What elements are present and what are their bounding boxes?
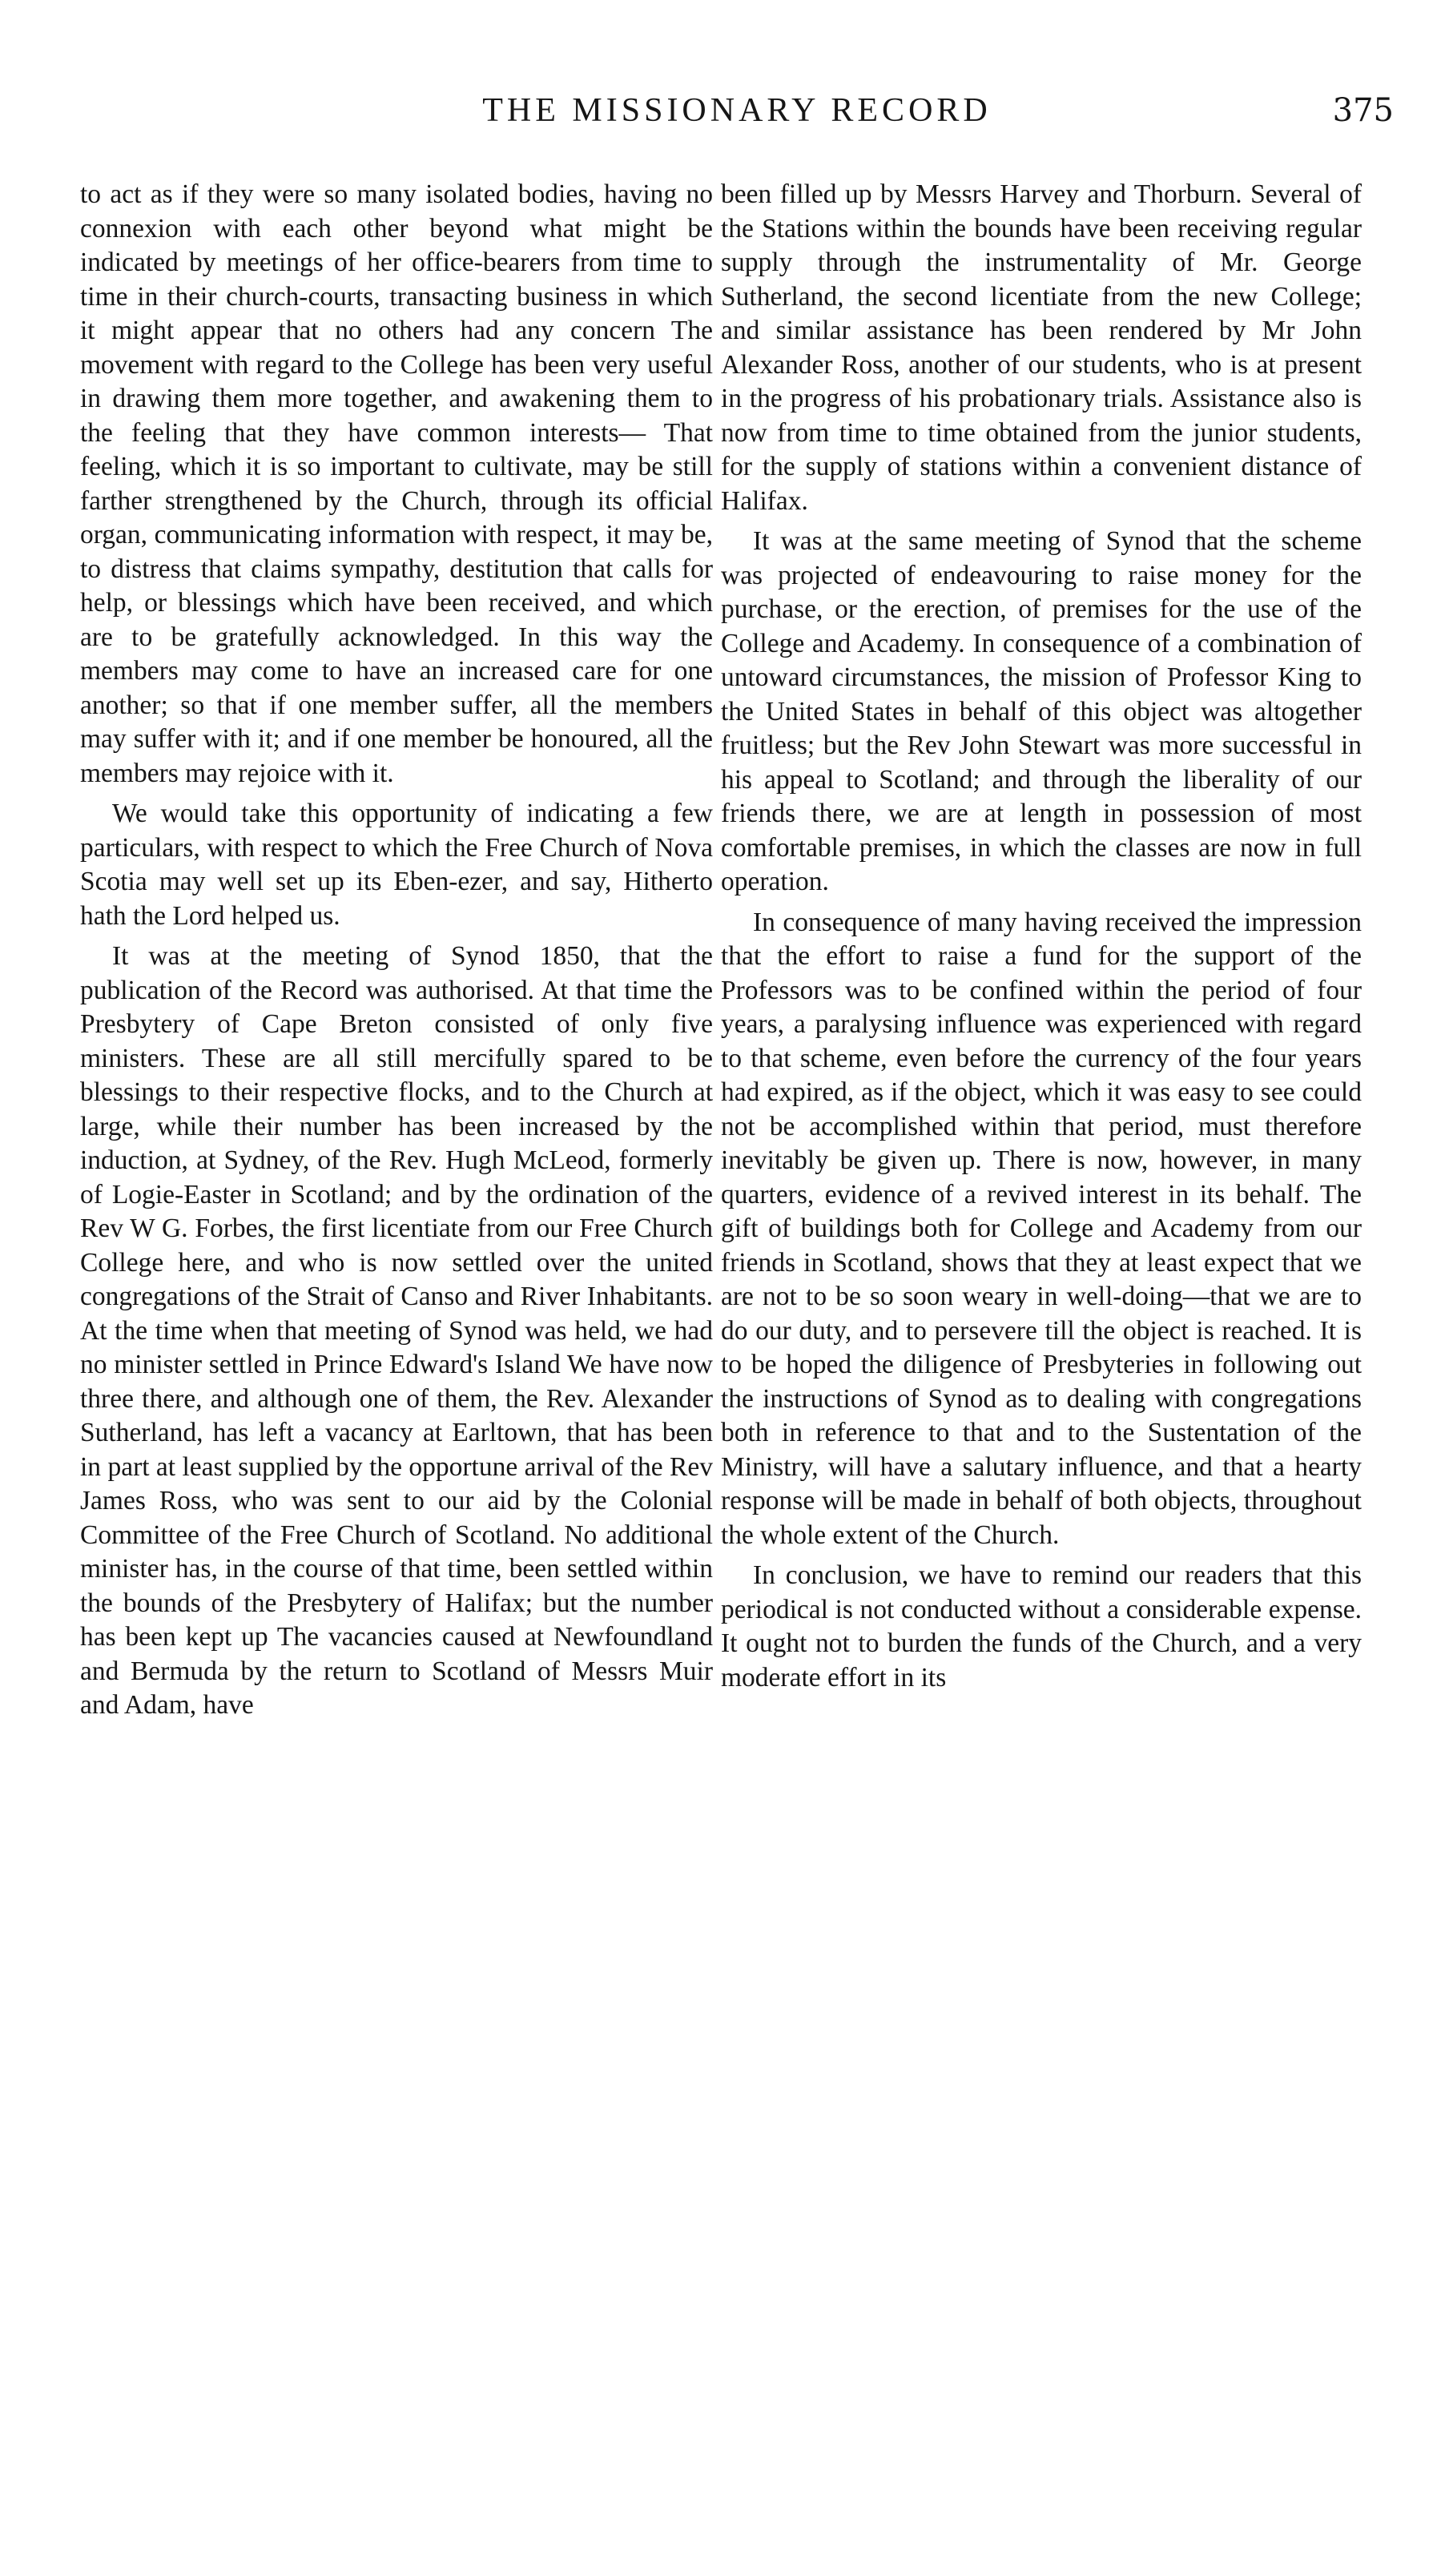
running-header (80, 87, 1394, 151)
journal-title: THE MISSIONARY RECORD (482, 92, 992, 129)
paragraph: In conclusion, we have to remind our readers that this periodical is not conducted without a considerable expense. It ought not to burden the funds of the Church, and a very moderate effort in its (721, 1560, 1362, 1693)
paragraph: It was at the same meeting of Synod that the scheme was projected of endeavouring to raise money for the purchase, or the erection, of premises for the use of the College and Academy. In consequence of a combination of untoward circumstances, the mission of Professor King to the United States in behalf of this object was altogether fruitless; but the Rev John Stewart was more successful in his appeal to Scotland; and through the liberality of our friends there, we are at length in possession of most comfortable premises, in which the classes are now in full operation. (721, 526, 1362, 896)
paragraph: to act as if they were so many isolated bodies, having no connexion with each other beyond what might be indicated by meetings of her office-bearers from time to time in their church-courts, transacting business in which it might appear that no others had any concern The movement with regard to the College has been very useful in drawing them more together, and awakening them to the feeling that they have common interests— That feeling, which it is so important to cultivate, may be still farther strengthened by the Church, through its official organ, communicating information with respect, it may be, to distress that claims sympathy, destitution that calls for help, or blessings which have been received, and which are to be gratefully acknowledged. In this way the members may come to have an increased care for one another; so that if one member suffer, all the members may suffer with it; and if one member be honoured, all the members may rejoice with it. (80, 179, 713, 788)
paragraph: It was at the meeting of Synod 1850, that the publication of the Record was authorised. At that time the Presbytery of Cape Breton consisted of only five ministers. These are all still mercifully spared to be blessings to their respective flocks, and to the Church at large, while their number has been increased by the induction, at Sydney, of the Rev. Hugh McLeod, formerly of Logie-Easter in Scotland; and by the ordination of the Rev W G. Forbes, the first licentiate from our Free Church College here, and who is now settled over the united congregations of the Strait of Canso and River Inhabitants. At the time when that meeting of Synod was held, we had no minister settled in Prince Edward's Island We have now three there, and although one of them, the Rev. Alexander Sutherland, has left a vacancy at Earltown, that has been in part at least supplied by the opportune arrival of the Rev James Ross, who was sent to our aid by the Colonial Committee of the Free Church of Scotland. No additional minister has, in the course of that time, been settled within the bounds of the Presbytery of Halifax; but the number has been kept up The vacancies caused at Newfoundland and Bermuda by the return to Scotland of Messrs Muir and Adam, have (80, 941, 713, 1720)
paragraph: been filled up by Messrs Harvey and Thorburn. Several of the Stations within the bounds have been receiving regular supply through the instrumentality of Mr. George Sutherland, the second licentiate from the new College; and similar assistance has been rendered by Mr John Alexander Ross, another of our students, who is at present in the progress of his probationary trials. Assistance also is now from time to time obtained from the junior students, for the supply of stations within a convenient distance of Halifax. (721, 179, 1362, 516)
right-column (721, 178, 1362, 1695)
paragraph: In consequence of many having received the impression that the effort to raise a fund for the support of the Professors was to be confined within the period of four years, a paralysing influence was experienced with regard to that scheme, even before the currency of the four years had expired, as if the object, which it was easy to see could not be accomplished within that period, must therefore inevitably be given up. There is now, however, in many quarters, evidence of a revived interest in its behalf. The gift of buildings both for College and Academy from our friends in Scotland, shows that they at least expect that we are not to be so soon weary in well-doing—that we are to do our duty, and to persevere till the object is reached. It is to be hoped the diligence of Presbyteries in following out the instructions of Synod as to dealing with congregations both in reference to that and to the Sustentation of the Ministry, will have a salutary influence, and that a hearty response will be made in behalf of both objects, throughout the whole extent of the Church. (721, 907, 1362, 1550)
paragraph: We would take this opportunity of indicating a few particulars, with respect to which the Free Church of Nova Scotia may well set up its Eben-ezer, and say, Hitherto hath the Lord helped us. (80, 799, 713, 931)
page-number: 375 (1332, 92, 1394, 129)
left-column (80, 178, 713, 1723)
